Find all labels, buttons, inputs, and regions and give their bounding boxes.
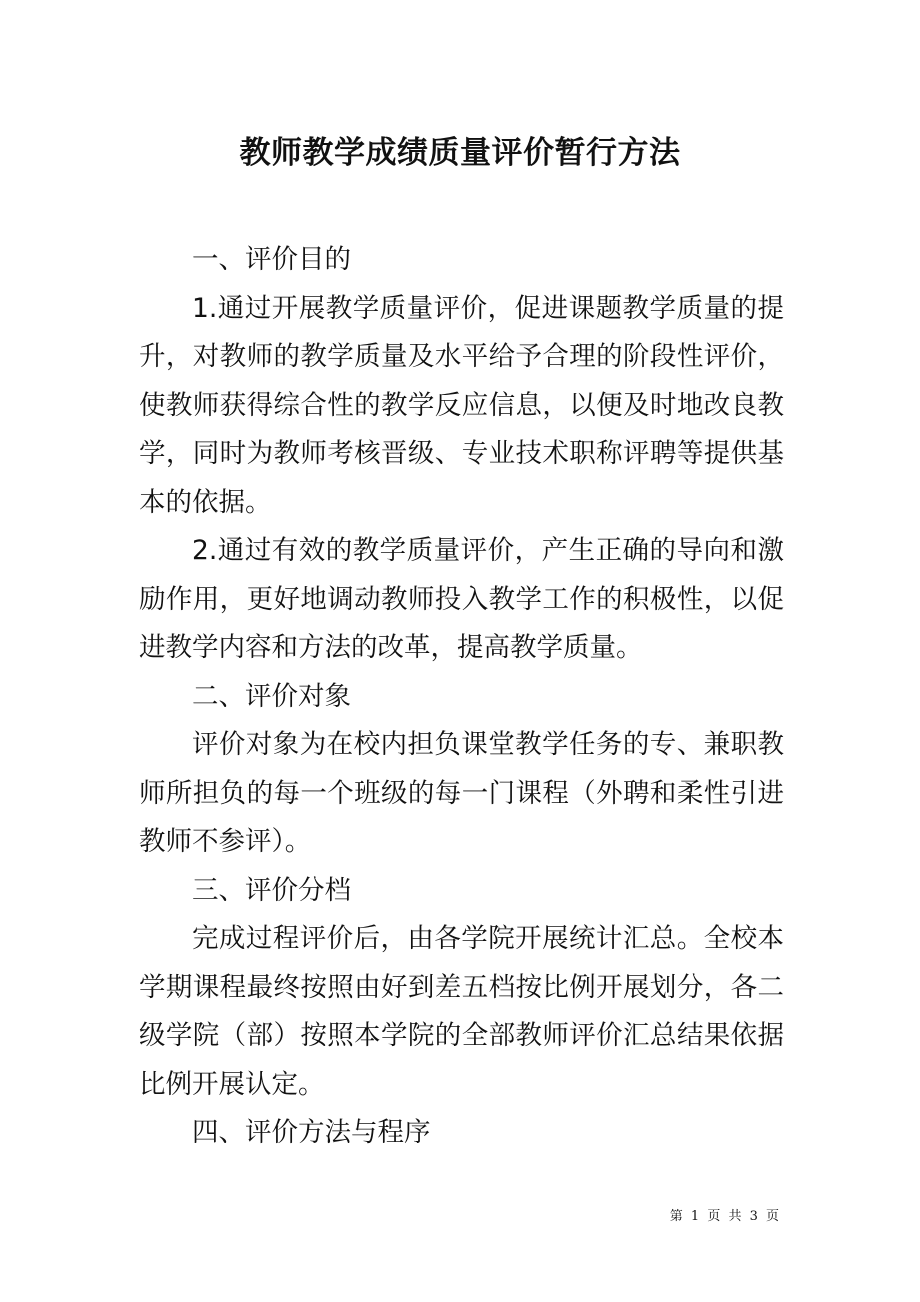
document-title: 教师教学成绩质量评价暂行方法 — [239, 135, 681, 171]
paragraph-target: 评价对象为在校内担负课堂教学任务的专、兼职教师所担负的每一个班级的每一门课程（外聘和柔性引进教师不参评）。 — [139, 729, 784, 857]
page-number-footer: 第 1 页 共 3 页 — [669, 1209, 781, 1224]
document-body — [139, 236, 784, 1158]
paragraph-grading: 完成过程评价后，由各学院开展统计汇总。全校本学期课程最终按照由好到差五档按比例开展划分，各二级学院（部）按照本学院的全部教师评价汇总结果依据比例开展认定。 — [139, 923, 784, 1100]
section-heading-method: 四、评价方法与程序 — [192, 1117, 431, 1148]
section-heading-target: 二、评价对象 — [192, 680, 351, 712]
section-heading-grading: 三、评价分档 — [192, 874, 351, 906]
paragraph-purpose-1: 1.通过开展教学质量评价，促进课题教学质量的提升，对教师的教学质量及水平给予合理的阶段性评价，使教师获得综合性的教学反应信息，以便及时地改良教学，同时为教师考核晋级、专业技术职称评聘等提供基本的依据。 — [139, 292, 784, 518]
paragraph-purpose-2: 2.通过有效的教学质量评价，产生正确的导向和激励作用，更好地调动教师投入教学工作的积极性，以促进教学内容和方法的改革，提高教学质量。 — [139, 535, 784, 663]
section-heading-purpose: 一、评价目的 — [192, 244, 351, 275]
